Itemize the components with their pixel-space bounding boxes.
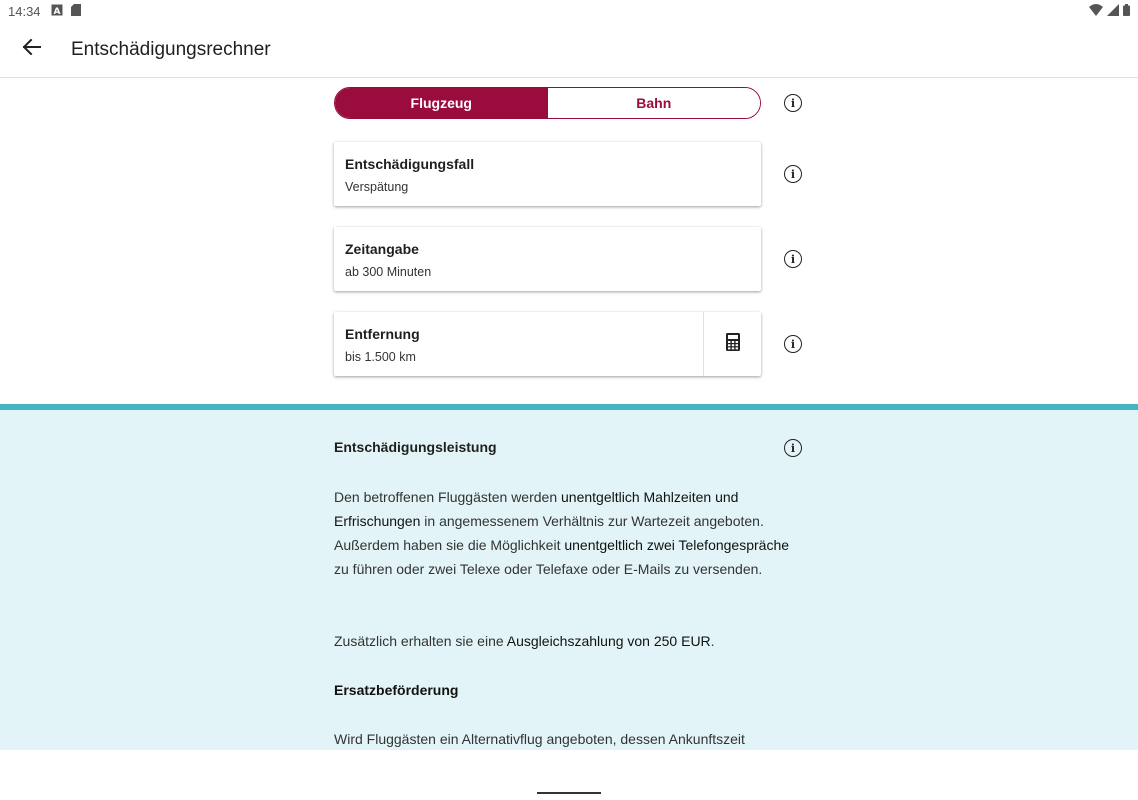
- field-entschaedigungsfall[interactable]: [334, 142, 761, 206]
- result-paragraph-3: Wird Fluggästen ein Alternativflug angeboten, dessen Ankunftszeit: [334, 731, 745, 747]
- bottom-nav-area: [0, 750, 1138, 800]
- field-label: Entfernung: [345, 326, 420, 342]
- field-value: Verspätung: [345, 180, 409, 194]
- highlight-text: unentgeltlich Mahlzeiten und Erfrischungen: [334, 489, 739, 529]
- arrow-left-icon: [23, 39, 41, 60]
- svg-text:A: A: [53, 6, 61, 16]
- text-span: in angemessenem Verhältnis zur Wartezeit angeboten. Außerdem haben sie die Möglichkeit: [334, 513, 764, 553]
- status-bar: [0, 0, 1138, 22]
- transport-toggle: [334, 87, 761, 119]
- text-span: Zusätzlich erhalten sie eine: [334, 633, 507, 649]
- field-value: ab 300 Minuten: [345, 265, 432, 279]
- app-notification-icon: [51, 4, 63, 19]
- field-value: bis 1.500 km: [345, 350, 416, 364]
- result-panel: [0, 404, 1138, 750]
- status-icons: [1089, 4, 1130, 19]
- text-span: Den betroffenen Fluggästen werden: [334, 489, 562, 505]
- field-label: Entschädigungsfall: [345, 156, 475, 172]
- toggle-bahn[interactable]: Bahn: [548, 88, 761, 118]
- subtitle-text: Ersatzbeförderung: [334, 682, 459, 698]
- result-subtitle: [334, 678, 804, 702]
- info-icon[interactable]: i: [784, 250, 802, 268]
- sd-card-icon: [71, 4, 81, 19]
- info-icon[interactable]: i: [784, 94, 802, 112]
- result-paragraph-1: [334, 485, 804, 581]
- status-time: 14:34: [8, 3, 41, 19]
- battery-icon: [1123, 4, 1130, 19]
- text-span: .: [710, 633, 715, 649]
- info-icon[interactable]: i: [784, 335, 802, 353]
- text-span: zu führen oder zwei Telexe oder Telefaxe oder E-Mails zu versenden.: [334, 561, 763, 577]
- back-button[interactable]: [4, 22, 60, 78]
- highlight-text: unentgeltlich zwei Telefongespräche: [564, 537, 790, 553]
- field-label: Zeitangabe: [345, 241, 419, 257]
- info-icon[interactable]: i: [784, 439, 802, 457]
- distance-calculator-button[interactable]: [704, 312, 761, 376]
- field-entfernung[interactable]: [334, 312, 761, 376]
- highlight-text: Ausgleichszahlung von 250 EUR: [506, 633, 711, 649]
- field-zeitangabe[interactable]: [334, 227, 761, 291]
- info-icon[interactable]: i: [784, 165, 802, 183]
- page-title: Entschädigungsrechner: [71, 38, 271, 60]
- calculator-form: [0, 79, 1138, 404]
- toggle-flugzeug[interactable]: Flugzeug: [335, 88, 548, 118]
- app-bar: [0, 22, 1138, 78]
- wifi-icon: [1089, 4, 1103, 19]
- home-indicator[interactable]: [537, 792, 601, 794]
- signal-icon: [1107, 4, 1119, 19]
- calculator-icon: [726, 333, 740, 356]
- result-title: Entschädigungsleistung: [334, 439, 497, 455]
- result-paragraph-2: [334, 629, 804, 653]
